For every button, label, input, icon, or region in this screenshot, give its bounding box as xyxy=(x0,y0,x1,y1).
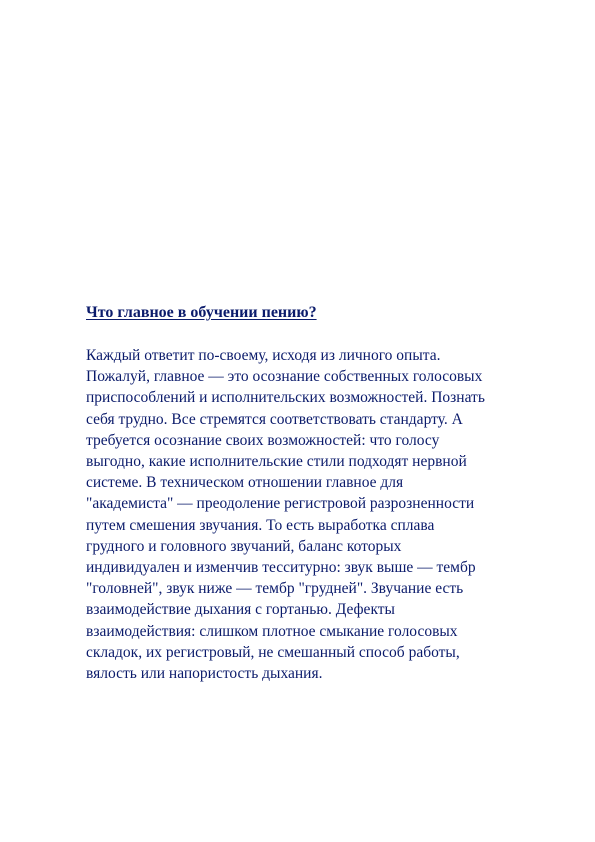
paragraph-line: Каждый ответит по-своему, исходя из личного опыта. xyxy=(86,347,441,364)
paragraph-line: вялость или напористость дыхания. xyxy=(86,665,323,683)
paragraph-line: грудного и головного звучаний, баланс которых xyxy=(86,537,402,555)
article-heading: Что главное в обучении пению? xyxy=(86,304,317,321)
paragraph-line: складок, их регистровый, не смешанный способ работы, xyxy=(86,643,460,661)
paragraph-line: выгодно, какие исполнительские стили подходят нервной xyxy=(86,453,467,471)
paragraph-line: "академиста" — преодоление регистровой разрозненности xyxy=(86,495,475,513)
paragraph-line: "головней", звук ниже — тембр "грудней". Звучание есть xyxy=(86,580,464,598)
paragraph-line: взаимодействие дыхания с гортанью. Дефекты xyxy=(86,601,395,619)
paragraph-line: Пожалуй, главное — это осознание собственных голосовых xyxy=(86,368,483,386)
paragraph-line: путем смешения звучания. То есть выработка сплава xyxy=(86,516,435,534)
paragraph-line: системе. В техническом отношении главное для xyxy=(86,474,404,492)
paragraph-line: требуется осознание своих возможностей: что голосу xyxy=(86,431,440,449)
article-paragraph xyxy=(86,345,526,684)
article xyxy=(86,302,526,684)
paragraph-line: взаимодействия: слишком плотное смыкание голосовых xyxy=(86,622,458,640)
paragraph-line: себя трудно. Все стремятся соответствовать стандарту. А xyxy=(86,410,463,428)
paragraph-line: индивидуален и изменчив тесситурно: звук выше — тембр xyxy=(86,559,476,577)
paragraph-line: приспособлений и исполнительских возможностей. Познать xyxy=(86,389,485,407)
